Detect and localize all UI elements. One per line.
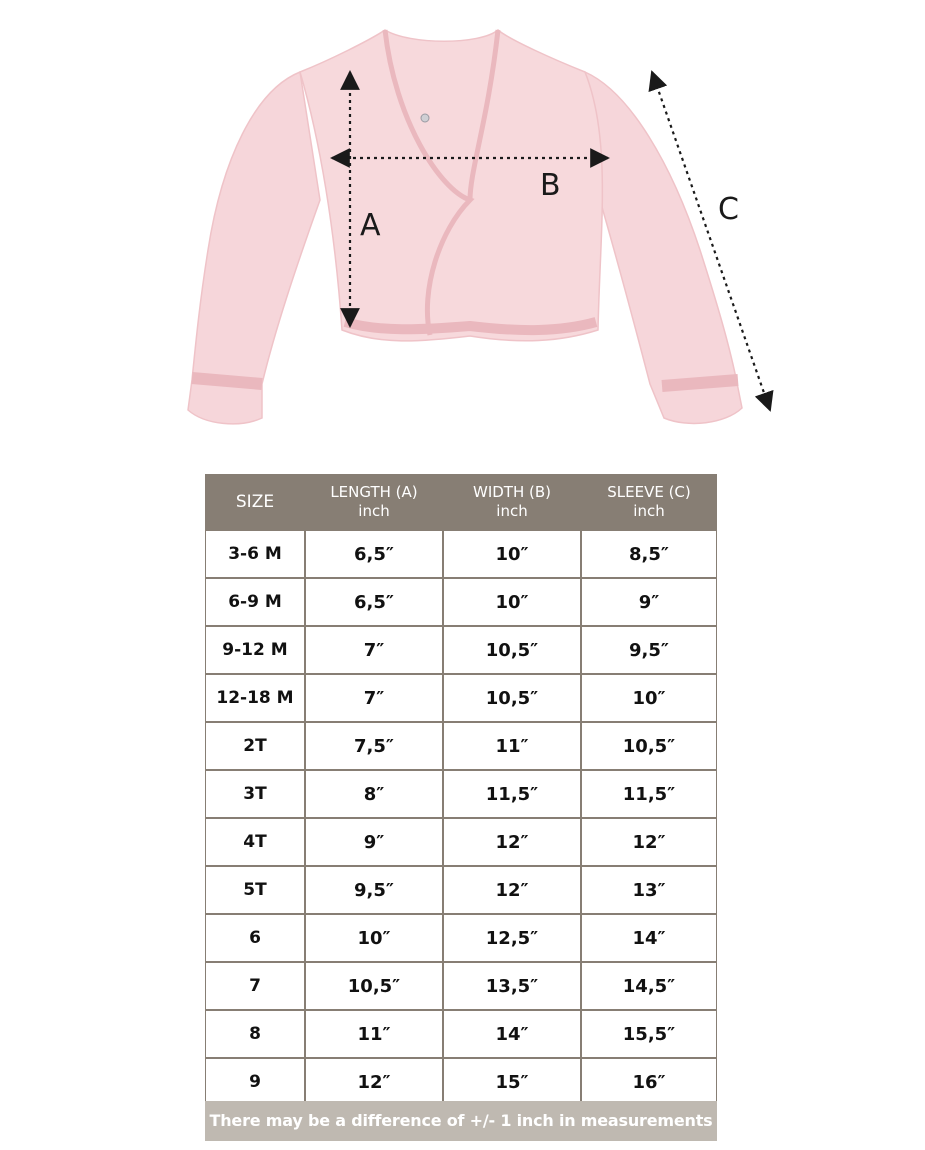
- sleeve-cell: 9″: [581, 578, 717, 626]
- sleeve-cell: 11,5″: [581, 770, 717, 818]
- width-cell: 12″: [443, 818, 581, 866]
- width-cell: 12″: [443, 866, 581, 914]
- sleeve-cell: 8,5″: [581, 530, 717, 578]
- size-cell: 9-12 M: [205, 626, 305, 674]
- table-row: [205, 1010, 717, 1058]
- size-cell: 4T: [205, 818, 305, 866]
- table-row: [205, 530, 717, 578]
- length-cell: 7″: [305, 674, 443, 722]
- size-cell: 3-6 M: [205, 530, 305, 578]
- header-sleeve: SLEEVE (C) inch: [581, 474, 717, 530]
- sleeve-cell: 10″: [581, 674, 717, 722]
- left-sleeve: [188, 72, 320, 424]
- table-row: [205, 626, 717, 674]
- width-cell: 11″: [443, 722, 581, 770]
- size-cell: 7: [205, 962, 305, 1010]
- label-a: A: [360, 208, 381, 243]
- sleeve-cell: 9,5″: [581, 626, 717, 674]
- width-cell: 15″: [443, 1058, 581, 1106]
- length-cell: 6,5″: [305, 530, 443, 578]
- size-cell: 12-18 M: [205, 674, 305, 722]
- right-sleeve: [585, 72, 742, 423]
- sleeve-cell: 16″: [581, 1058, 717, 1106]
- width-cell: 10″: [443, 578, 581, 626]
- width-cell: 10,5″: [443, 626, 581, 674]
- size-cell: 2T: [205, 722, 305, 770]
- length-cell: 11″: [305, 1010, 443, 1058]
- width-cell: 10,5″: [443, 674, 581, 722]
- width-cell: 14″: [443, 1010, 581, 1058]
- size-cell: 9: [205, 1058, 305, 1106]
- length-cell: 7″: [305, 626, 443, 674]
- table-row: [205, 866, 717, 914]
- left-cuff: [192, 378, 262, 384]
- table-row: [205, 1058, 717, 1106]
- length-cell: 12″: [305, 1058, 443, 1106]
- sleeve-cell: 14,5″: [581, 962, 717, 1010]
- length-cell: 9,5″: [305, 866, 443, 914]
- measurement-note: There may be a difference of +/- 1 inch in measurements: [205, 1101, 717, 1141]
- size-table: [205, 474, 717, 1106]
- width-cell: 11,5″: [443, 770, 581, 818]
- table-row: [205, 722, 717, 770]
- sleeve-cell: 12″: [581, 818, 717, 866]
- label-c: C: [718, 192, 739, 227]
- table-header-row: [205, 474, 717, 530]
- sleeve-cell: 10,5″: [581, 722, 717, 770]
- table-row: [205, 578, 717, 626]
- width-cell: 12,5″: [443, 914, 581, 962]
- size-chart: [205, 474, 717, 1106]
- length-cell: 8″: [305, 770, 443, 818]
- length-cell: 6,5″: [305, 578, 443, 626]
- size-cell: 3T: [205, 770, 305, 818]
- label-b: B: [540, 168, 561, 203]
- size-cell: 6: [205, 914, 305, 962]
- sleeve-cell: 14″: [581, 914, 717, 962]
- sleeve-cell: 13″: [581, 866, 717, 914]
- garment-illustration: [0, 0, 925, 450]
- size-cell: 5T: [205, 866, 305, 914]
- width-cell: 10″: [443, 530, 581, 578]
- button-icon: [421, 114, 429, 122]
- table-row: [205, 818, 717, 866]
- header-length: LENGTH (A) inch: [305, 474, 443, 530]
- length-cell: 9″: [305, 818, 443, 866]
- table-row: [205, 962, 717, 1010]
- table-row: [205, 770, 717, 818]
- header-size: SIZE: [205, 474, 305, 530]
- length-cell: 10″: [305, 914, 443, 962]
- table-row: [205, 674, 717, 722]
- header-width: WIDTH (B) inch: [443, 474, 581, 530]
- cardigan-diagram: [0, 0, 925, 450]
- width-cell: 13,5″: [443, 962, 581, 1010]
- length-cell: 10,5″: [305, 962, 443, 1010]
- right-cuff: [662, 380, 738, 386]
- sleeve-cell: 15,5″: [581, 1010, 717, 1058]
- size-cell: 6-9 M: [205, 578, 305, 626]
- table-row: [205, 914, 717, 962]
- length-cell: 7,5″: [305, 722, 443, 770]
- size-cell: 8: [205, 1010, 305, 1058]
